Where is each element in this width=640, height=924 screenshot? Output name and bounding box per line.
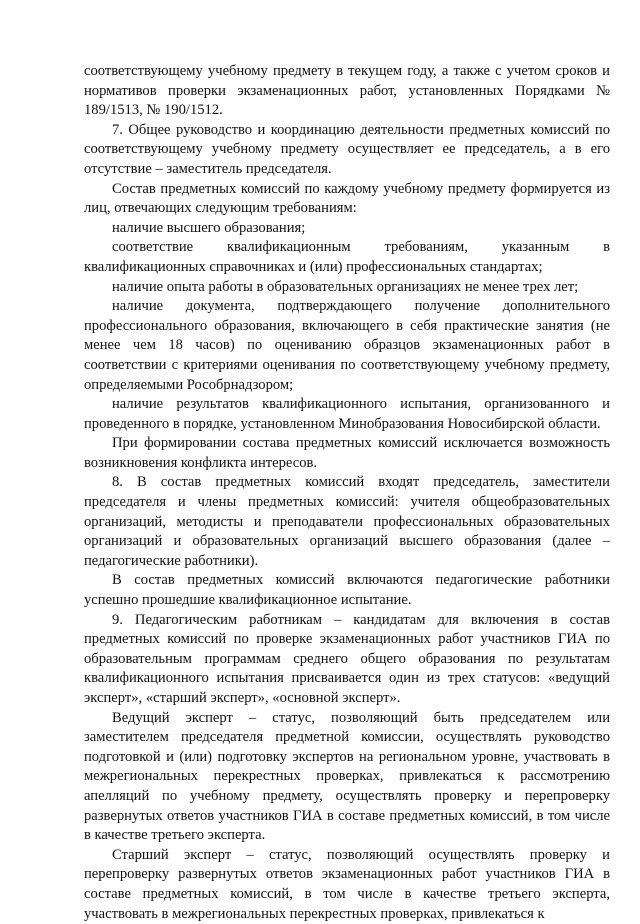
paragraph-item-7: 7. Общее руководство и координацию деятельности предметных комиссий по соответствующему учебному предмету осуществляет ее председатель, а в его отсутствие – заместитель председателя. xyxy=(84,121,610,177)
requirement-experience: наличие опыта работы в образовательных организациях не менее трех лет; xyxy=(112,278,579,295)
paragraph-senior-expert: Старший эксперт – статус, позволяющий осуществлять проверку и перепроверку развернутых ответов экзаменационных работ участников ГИА в составе предметных комиссий, в том числе в качестве третьего эксперта, участвовать в межрегиональных перекрестных проверках, привлекаться к xyxy=(84,846,610,922)
requirement-qualification: соответствие квалификационным требованиям, указанным в квалификационных справочниках и (или) профессиональных стандартах; xyxy=(84,239,610,275)
requirement-qualification-test: наличие результатов квалификационного испытания, организованного и проведенного в порядке, установленном Минобразования Новосибирской области. xyxy=(84,396,610,432)
paragraph-item-8: 8. В состав предметных комиссий входят председатель, заместители председателя и члены предметных комиссий: учителя общеобразовательных организаций, методисты и преподаватели профессиональных образовательных организаций и образовательных организаций высшего образования (далее – педагогические работники). xyxy=(84,474,610,569)
paragraph-conflict-of-interest: При формировании состава предметных комиссий исключается возможность возникновения конфликта интересов. xyxy=(84,435,610,471)
requirement-higher-education: наличие высшего образования; xyxy=(112,219,306,236)
requirement-additional-education: наличие документа, подтверждающего получение дополнительного профессионального образования, включающего в себя практические занятия (не менее чем 18 часов) по оцениванию образцов экзаменационных работ в соответствии с критериями оценивания по соответствующему учебному предмету, определяемыми Рособрнадзором; xyxy=(84,298,610,393)
paragraph-item-9: 9. Педагогическим работникам – кандидатам для включения в состав предметных комиссий по проверке экзаменационных работ участников ГИА по образовательным программам среднего общего образования по результатам квалификационного испытания присваивается один из трех статусов: «ведущий эксперт», «старший эксперт», «основной эксперт». xyxy=(84,611,610,706)
paragraph-included-workers: В состав предметных комиссий включаются педагогические работники успешно прошедшие квалификационное испытание. xyxy=(84,572,610,609)
paragraph-continuation: соответствующему учебному предмету в текущем году, а также с учетом сроков и нормативов проверки экзаменационных работ, установленных Порядками № 189/1513, № 190/1512. xyxy=(84,63,610,119)
paragraph-lead-expert: Ведущий эксперт – статус, позволяющий быть председателем или заместителем председателя предметной комиссии, осуществлять руководство подготовкой и (или) подготовку экспертов на региональном уровне, участвовать в межрегиональных перекрестных проверках, привлекаться к рассмотрению апелляций по учебному предмету, осуществлять проверку и перепроверку развернутых ответов участников ГИА в составе предметных комиссий, в том числе в качестве третьего эксперта. xyxy=(84,709,610,844)
paragraph-commission-composition: Состав предметных комиссий по каждому учебному предмету формируется из лиц, отвечающих следующим требованиям: xyxy=(84,180,610,217)
